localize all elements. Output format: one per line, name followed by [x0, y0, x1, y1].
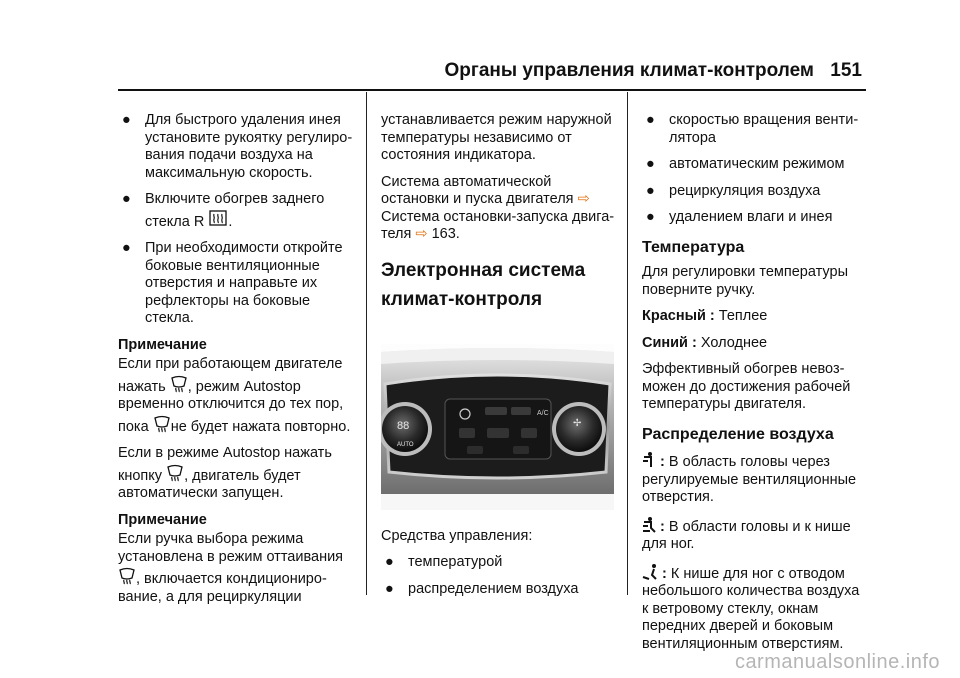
- column-1: [118, 112, 354, 615]
- climate-control-photo: [381, 344, 614, 510]
- air-distribution-button[interactable]: [459, 428, 475, 438]
- rear-defrost-icon: [208, 209, 228, 229]
- auto-label: AUTO: [397, 441, 414, 448]
- list-item: ● скоростью вращения вентилятора: [642, 112, 866, 147]
- column-2: [381, 112, 619, 607]
- seat-heat-button[interactable]: [467, 446, 483, 454]
- page-reference[interactable]: 163: [431, 226, 456, 242]
- defrost-icon: [170, 374, 188, 394]
- paragraph: Эффективный обогрев невозможен до достижения рабочей температуры двигателя.: [642, 361, 851, 412]
- column-divider-1: [366, 92, 367, 595]
- list-item: ● Для быстрого удаления инея установите рукоятку регулирования подачи воздуха на максимальную скорость.: [118, 112, 354, 182]
- bullet: ●: [646, 112, 655, 128]
- section-heading: Распределение воздуха: [642, 425, 834, 443]
- defrost-icon: [166, 463, 184, 483]
- temperature-display: 88: [397, 419, 410, 432]
- column-divider-2: [627, 92, 628, 595]
- airflow-head-icon: [642, 451, 656, 469]
- ac-button[interactable]: A/C: [537, 409, 549, 417]
- airflow-feet-icon: [642, 563, 658, 581]
- note-paragraph: Если при работающем двигателе нажать , режим Autostop временно отключится до тех пор, пока не будет нажата повторно.: [118, 356, 351, 435]
- fan-symbol: ✢: [573, 417, 582, 429]
- bullet: ●: [646, 209, 655, 225]
- paragraph: Если в режиме Autostop нажать кнопку , двигатель будет автоматически запущен.: [118, 445, 332, 501]
- photo-caption: Средства управления:: [381, 527, 533, 544]
- bullet: ●: [385, 554, 394, 570]
- climate-panel-illustration: [381, 344, 614, 510]
- list-item: ● распределением воздуха: [381, 581, 619, 599]
- bullet: ●: [385, 580, 394, 597]
- paragraph: устанавливается режим наружной температуры независимо от состояния индикатора.: [381, 112, 612, 163]
- paragraph: : К нише для ног с отводом небольшого количества воздуха к ветровому стеклу, окнам передних дверей и боковым вентиляционным отверстиям.: [642, 563, 866, 654]
- page-header-title: Органы управления климат-контролем: [444, 60, 814, 81]
- column-3: [642, 112, 866, 662]
- section-heading: Электронная система климат-контроля: [381, 259, 586, 310]
- reference-arrow-icon: ⇨: [415, 226, 428, 242]
- paragraph: Красный : Теплее: [642, 308, 768, 324]
- list-item: ● температурой: [381, 554, 619, 572]
- front-defrost-button[interactable]: [485, 407, 507, 415]
- air-distribution-button[interactable]: [521, 428, 537, 438]
- bullet: ●: [646, 182, 655, 199]
- note-label: Примечание: [118, 511, 207, 528]
- list-item: ● рециркуляция воздуха: [642, 183, 866, 201]
- header-rule: [118, 89, 866, 91]
- bullet: ●: [646, 156, 655, 172]
- paragraph: Система автоматической остановки и пуска двигателя ⇨ Система остановки-запуска двигателя ⇨ 163.: [381, 173, 615, 242]
- seat-heat-button[interactable]: [513, 446, 529, 454]
- watermark: carmanualsonline.info: [734, 651, 940, 673]
- paragraph: Синий : Холоднее: [642, 334, 768, 351]
- reference-arrow-icon: ⇨: [577, 191, 590, 207]
- defrost-icon: [153, 414, 171, 434]
- list-item: ● При необходимости откройте боковые вентиляционные отверстия и направьте их рефлекторы на боковые стекла.: [118, 240, 354, 328]
- page-number: 151: [830, 60, 862, 81]
- paragraph: : В область головы через регулируемые вентиляционные отверстия.: [642, 451, 866, 507]
- note-paragraph: Если ручка выбора режима установлена в режим оттаивания , включается кондиционирование, а для рециркуляции: [118, 531, 344, 605]
- rear-defrost-button[interactable]: [511, 407, 531, 415]
- paragraph: Для регулировки температуры поверните ручку.: [642, 264, 848, 298]
- bullet: ●: [122, 240, 131, 256]
- list-item: ● автоматическим режимом: [642, 156, 866, 174]
- recirculation-button[interactable]: [487, 428, 509, 438]
- list-item: ● удалением влаги и инея: [642, 209, 866, 227]
- note-label: Примечание: [118, 336, 207, 353]
- bullet: ●: [122, 112, 131, 128]
- bullet: ●: [122, 191, 131, 207]
- paragraph: : В области головы и к нише для ног.: [642, 516, 866, 554]
- list-item: ● Включите обогрев заднего стекла R .: [118, 191, 354, 231]
- section-heading: Температура: [642, 238, 745, 256]
- defrost-icon: [118, 566, 136, 586]
- airflow-head-feet-icon: [642, 516, 656, 534]
